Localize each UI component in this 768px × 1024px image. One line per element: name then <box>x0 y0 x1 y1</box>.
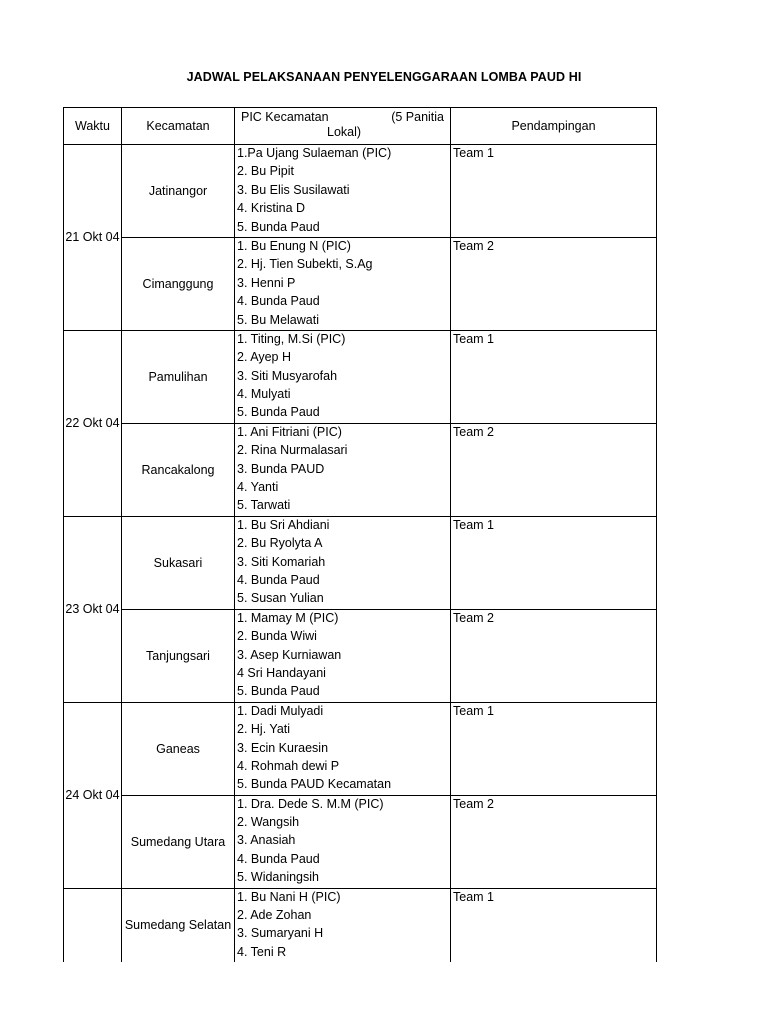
team-label: Team 1 <box>453 517 494 532</box>
table-row <box>64 795 657 888</box>
pic-list-cell <box>235 609 451 702</box>
date-cell: 23 Okt 04 <box>64 516 122 702</box>
table-row <box>64 330 657 423</box>
pendampingan-cell <box>451 702 657 795</box>
kecamatan-cell: Sumedang Selatan <box>122 888 235 962</box>
schedule-table <box>63 107 657 962</box>
pendampingan-cell <box>451 423 657 516</box>
pic-list-item: 5. Tarwati <box>237 498 291 513</box>
date-cell <box>64 888 122 962</box>
header-pic-note: (5 Panitia <box>391 110 444 124</box>
pendampingan-cell <box>451 888 657 962</box>
table-row <box>64 145 657 238</box>
pic-list-item: 2. Bunda Wiwi <box>237 629 317 644</box>
pic-list-item: 5. Bu Melawati <box>237 312 319 327</box>
document-title: JADWAL PELAKSANAAN PENYELENGGARAAN LOMBA PAUD HI <box>186 70 582 84</box>
pic-list-item: 1.Pa Ujang Sulaeman (PIC) <box>237 146 392 160</box>
date-cell: 24 Okt 04 <box>64 702 122 888</box>
pic-list-item: 2. Wangsih <box>237 815 300 830</box>
pic-list-item: 2. Bu Pipit <box>237 164 294 179</box>
kecamatan-cell: Tanjungsari <box>122 609 235 702</box>
pic-list-item: 2. Rina Nurmalasari <box>237 443 348 458</box>
date-cell: 22 Okt 04 <box>64 330 122 516</box>
team-label: Team 1 <box>453 703 494 718</box>
header-pic-kecamatan <box>235 108 451 145</box>
pic-list-item: 4. Kristina D <box>237 201 306 216</box>
pic-list-item: 4. Bunda Paud <box>237 572 320 587</box>
pic-list-item: 5. Widaningsih <box>237 870 319 885</box>
table-row <box>64 516 657 609</box>
team-label: Team 1 <box>453 331 494 346</box>
pic-list-item: 5. Bunda Paud <box>237 219 320 234</box>
pendampingan-cell <box>451 795 657 888</box>
pic-list-item: 2. Hj. Yati <box>237 722 291 737</box>
kecamatan-cell: Ganeas <box>122 702 235 795</box>
pic-list-item: 4. Yanti <box>237 480 279 495</box>
header-kecamatan: Kecamatan <box>122 108 235 145</box>
pic-list-item: 5. Bunda Paud <box>237 684 320 699</box>
header-pendampingan: Pendampingan <box>451 108 657 145</box>
pendampingan-cell <box>451 609 657 702</box>
pic-list-item: 4 Sri Handayani <box>237 665 326 680</box>
header-waktu: Waktu <box>64 108 122 145</box>
pic-list-item: 5. Bunda PAUD Kecamatan <box>237 777 392 792</box>
pic-list-item: 5. Bunda Paud <box>237 405 320 420</box>
pic-list-item: 4. Teni R <box>237 944 287 959</box>
pic-list-item: 2. Ade Zohan <box>237 908 312 923</box>
header-row <box>64 108 657 145</box>
pic-list-item: 4. Rohmah dewi P <box>237 758 340 773</box>
table-row <box>64 702 657 795</box>
pic-list-item: 3. Henni P <box>237 275 296 290</box>
header-pic-label: PIC Kecamatan <box>241 110 329 124</box>
pic-list-item: 3. Siti Komariah <box>237 554 326 569</box>
header-pic-note-cont: Lokal) <box>327 125 362 139</box>
pic-list-item: 1. Bu Nani H (PIC) <box>237 889 341 904</box>
pic-list-item: 4. Bunda Paud <box>237 851 320 866</box>
pic-list-cell <box>235 702 451 795</box>
pic-list-item: 1. Dadi Mulyadi <box>237 703 324 718</box>
pic-list-item: 1. Ani Fitriani (PIC) <box>237 424 342 439</box>
pic-list-item: 3. Ecin Kuraesin <box>237 740 329 755</box>
team-label: Team 2 <box>453 424 494 439</box>
kecamatan-cell: Pamulihan <box>122 330 235 423</box>
pic-list-item: 5. Susan Yulian <box>237 591 324 606</box>
pic-list-cell <box>235 423 451 516</box>
table-row <box>64 237 657 330</box>
pic-list-item: 1. Titing, M.Si (PIC) <box>237 331 346 346</box>
table-row <box>64 888 657 962</box>
pic-list-item: 4. Bunda Paud <box>237 294 320 309</box>
pic-list-cell <box>235 888 451 962</box>
pic-list-cell <box>235 237 451 330</box>
table-row <box>64 609 657 702</box>
pic-list-item: 3. Sumaryani H <box>237 926 324 941</box>
date-cell: 21 Okt 04 <box>64 145 122 331</box>
team-label: Team 2 <box>453 796 494 811</box>
kecamatan-cell: Rancakalong <box>122 423 235 516</box>
pic-list-item: 3. Siti Musyarofah <box>237 368 338 383</box>
pic-list-cell <box>235 516 451 609</box>
team-label: Team 2 <box>453 610 494 625</box>
pic-list-item: 3. Anasiah <box>237 833 296 848</box>
pic-list-item: 1. Bu Sri Ahdiani <box>237 517 330 532</box>
kecamatan-cell: Cimanggung <box>122 237 235 330</box>
pic-list-cell <box>235 330 451 423</box>
pic-list-item: 1. Dra. Dede S. M.M (PIC) <box>237 796 384 811</box>
pic-list-item: 3. Asep Kurniawan <box>237 647 342 662</box>
pic-list-item: 4. Mulyati <box>237 387 291 402</box>
pic-list-cell <box>235 145 451 238</box>
team-label: Team 1 <box>453 889 494 904</box>
kecamatan-cell: Sukasari <box>122 516 235 609</box>
team-label: Team 1 <box>453 146 494 160</box>
pendampingan-cell <box>451 516 657 609</box>
pic-list-item: 1. Mamay M (PIC) <box>237 610 339 625</box>
pic-list-item: 2. Hj. Tien Subekti, S.Ag <box>237 257 373 272</box>
kecamatan-cell: Sumedang Utara <box>122 795 235 888</box>
pic-list-item: 2. Ayep H <box>237 350 291 365</box>
pendampingan-cell <box>451 237 657 330</box>
pendampingan-cell <box>451 330 657 423</box>
pic-list-item: 2. Bu Ryolyta A <box>237 536 323 551</box>
pendampingan-cell <box>451 145 657 238</box>
team-label: Team 2 <box>453 238 494 253</box>
pic-list-cell <box>235 795 451 888</box>
pic-list-item: 3. Bunda PAUD <box>237 461 325 476</box>
table-row <box>64 423 657 516</box>
kecamatan-cell: Jatinangor <box>122 145 235 238</box>
pic-list-item: 1. Bu Enung N (PIC) <box>237 238 351 253</box>
pic-list-item: 3. Bu Elis Susilawati <box>237 182 350 197</box>
